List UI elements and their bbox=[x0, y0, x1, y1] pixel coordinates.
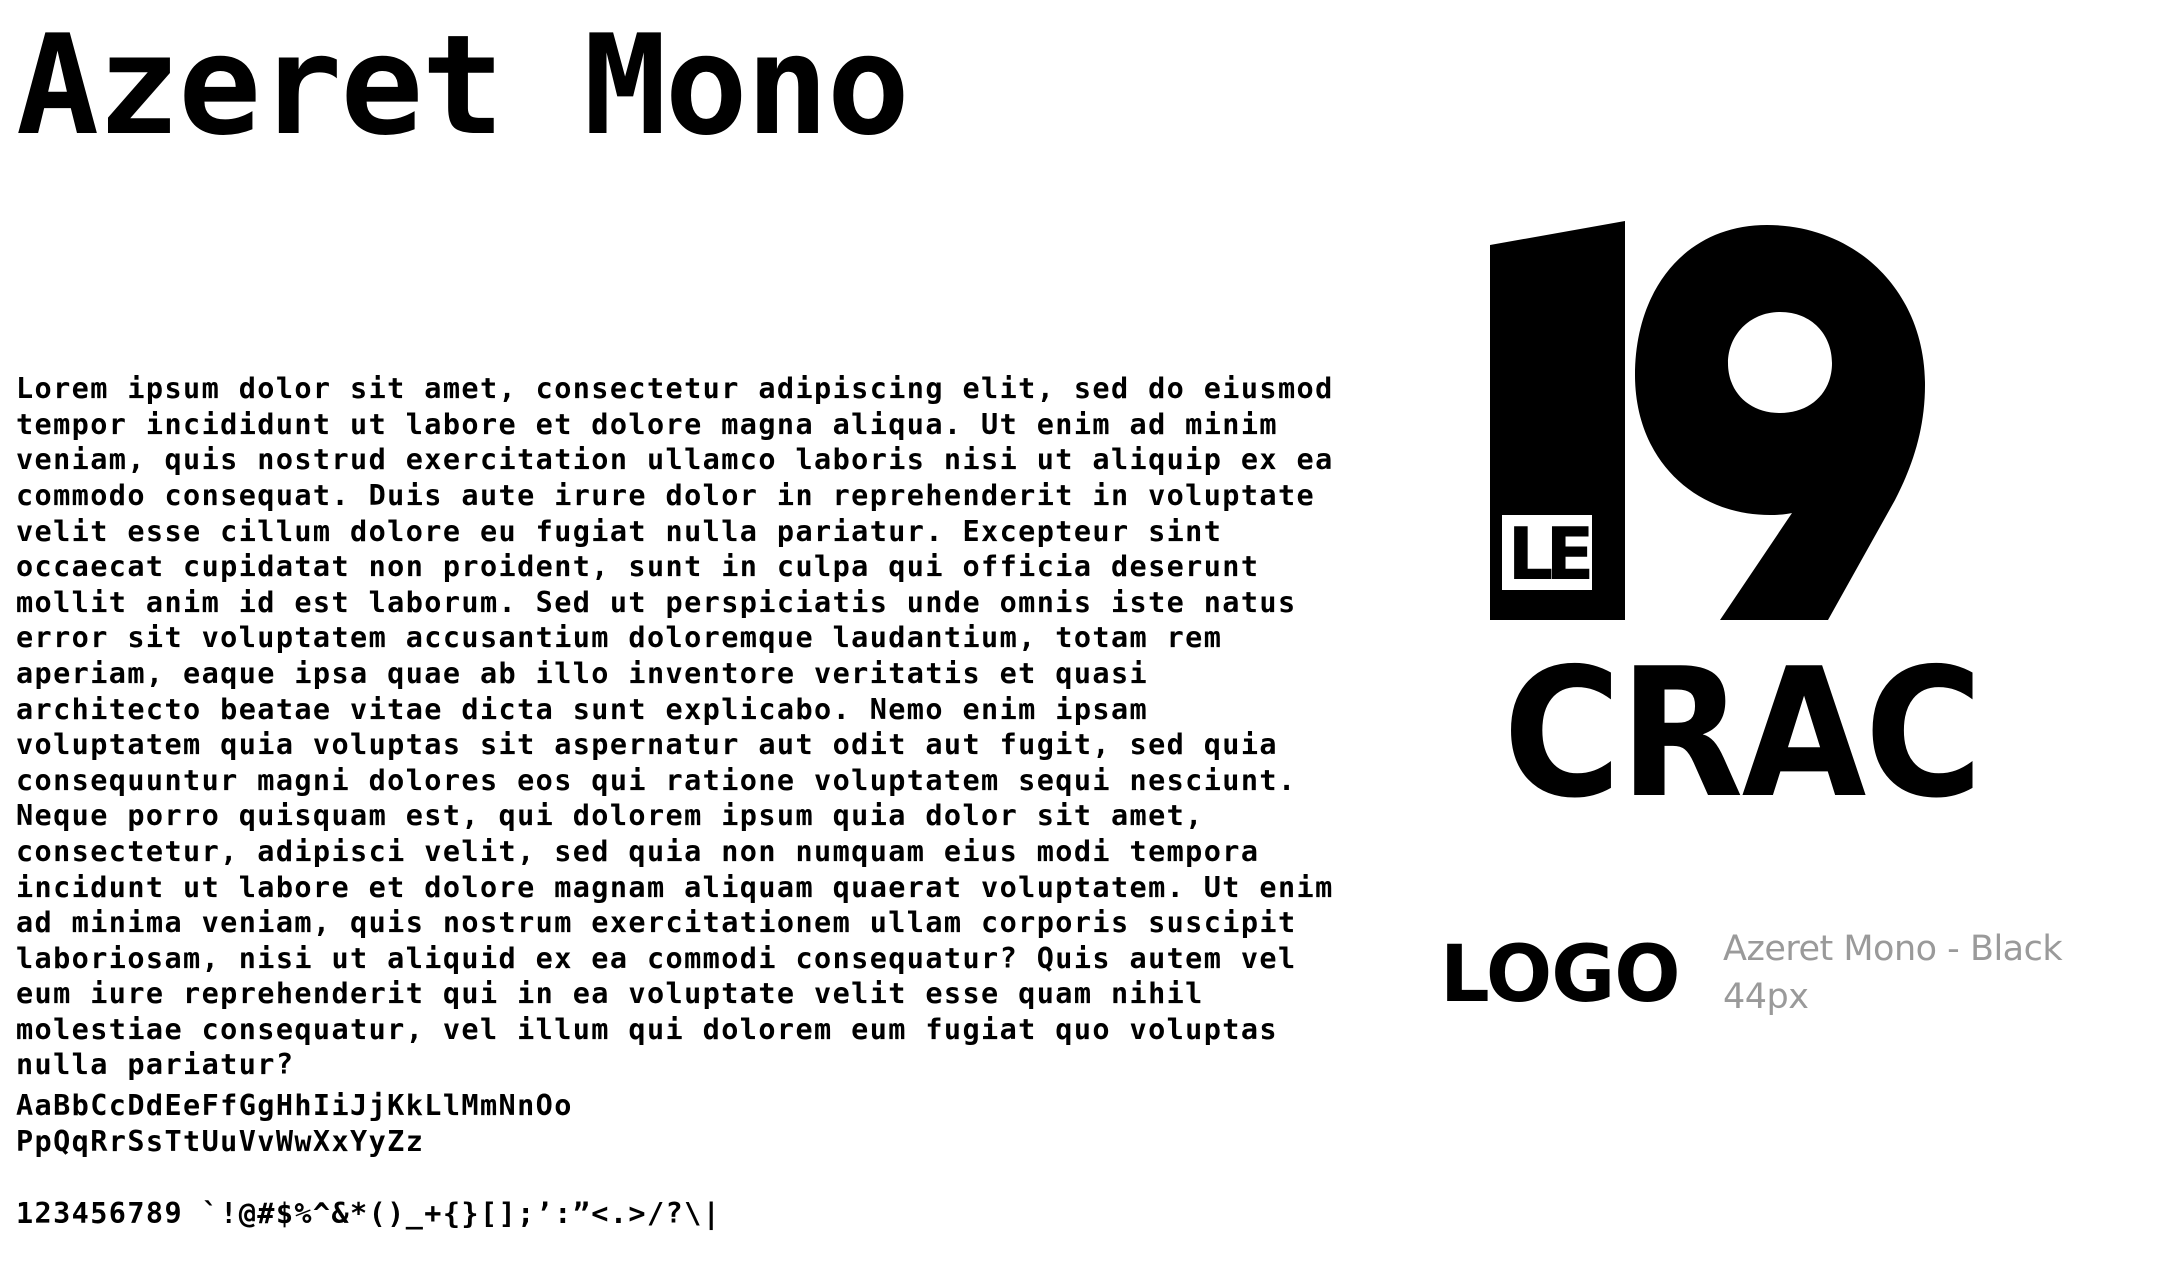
caption-font-spec: Azeret Mono - Black bbox=[1723, 929, 2063, 969]
font-name-title: Azeret Mono bbox=[16, 5, 908, 166]
caption-font-meta bbox=[1723, 925, 2062, 1021]
caption-logo-label: LOGO bbox=[1440, 930, 1680, 1020]
specimen-paragraph bbox=[16, 300, 1353, 1119]
alphabet-sample bbox=[16, 1088, 573, 1159]
alphabet-line-2: PpQqRrSsTtUuVvWwXxYyZz bbox=[16, 1124, 425, 1158]
logo-digit-nine bbox=[1635, 225, 1925, 620]
le-19-crac-logo bbox=[1480, 215, 2000, 815]
specimen-text: Lorem ipsum dolor sit amet, consectetur adipiscing elit, sed do eiusmod tempor incididunt ut labore et dolore magna aliqua. Ut enim ad minim veniam, quis nostrud exercitation ullamco laboris nisi ut aliquip ex ea commodo consequat. Duis aute irure dolor in reprehenderit in voluptate velit esse cillum dolore eu fugiat nulla pariatur. Excepteur sint occaecat cupidatat non proident, sunt in culpa qui officia deserunt mollit anim id est laborum. Sed ut perspiciatis unde omnis iste natus error sit voluptatem accusantium doloremque laudantium, totam rem aperiam, eaque ipsa quae ab illo inventore veritatis et quasi architecto beatae vitae dicta sunt explicabo. Nemo enim ipsam voluptatem quia voluptas sit aspernatur aut odit aut fugit, sed quia consequuntur magni dolores eos qui ratione voluptatem sequi nesciunt. Neque porro quisquam est, qui dolorem ipsum quia dolor sit amet, consectetur, adipisci velit, sed quia non numquam eius modi tempora incidunt ut labore et dolore magnam aliquam quaerat voluptatem. Ut enim ad minima veniam, quis nostrum exercitationem ullam corporis suscipit laboriosam, nisi ut aliquid ex ea commodi consequatur? Quis autem vel eum iure reprehenderit qui in ea voluptate velit esse quam nihil molestiae consequatur, vel illum qui dolorem eum fugiat quo voluptas nulla pariatur? bbox=[16, 372, 1353, 1082]
logo-number-19 bbox=[1490, 221, 1925, 620]
logo-word-crac: CRAC bbox=[1503, 630, 1981, 815]
logo-badge-letters: LE bbox=[1507, 512, 1587, 596]
numerals-symbols-sample: 123456789 `!@#$%^&*()_+{}[];’:”<.>/?\| bbox=[16, 1197, 722, 1230]
caption-font-size: 44px bbox=[1723, 977, 1809, 1017]
alphabet-line-1: AaBbCcDdEeFfGgHhIiJjKkLlMmNnOo bbox=[16, 1089, 573, 1122]
